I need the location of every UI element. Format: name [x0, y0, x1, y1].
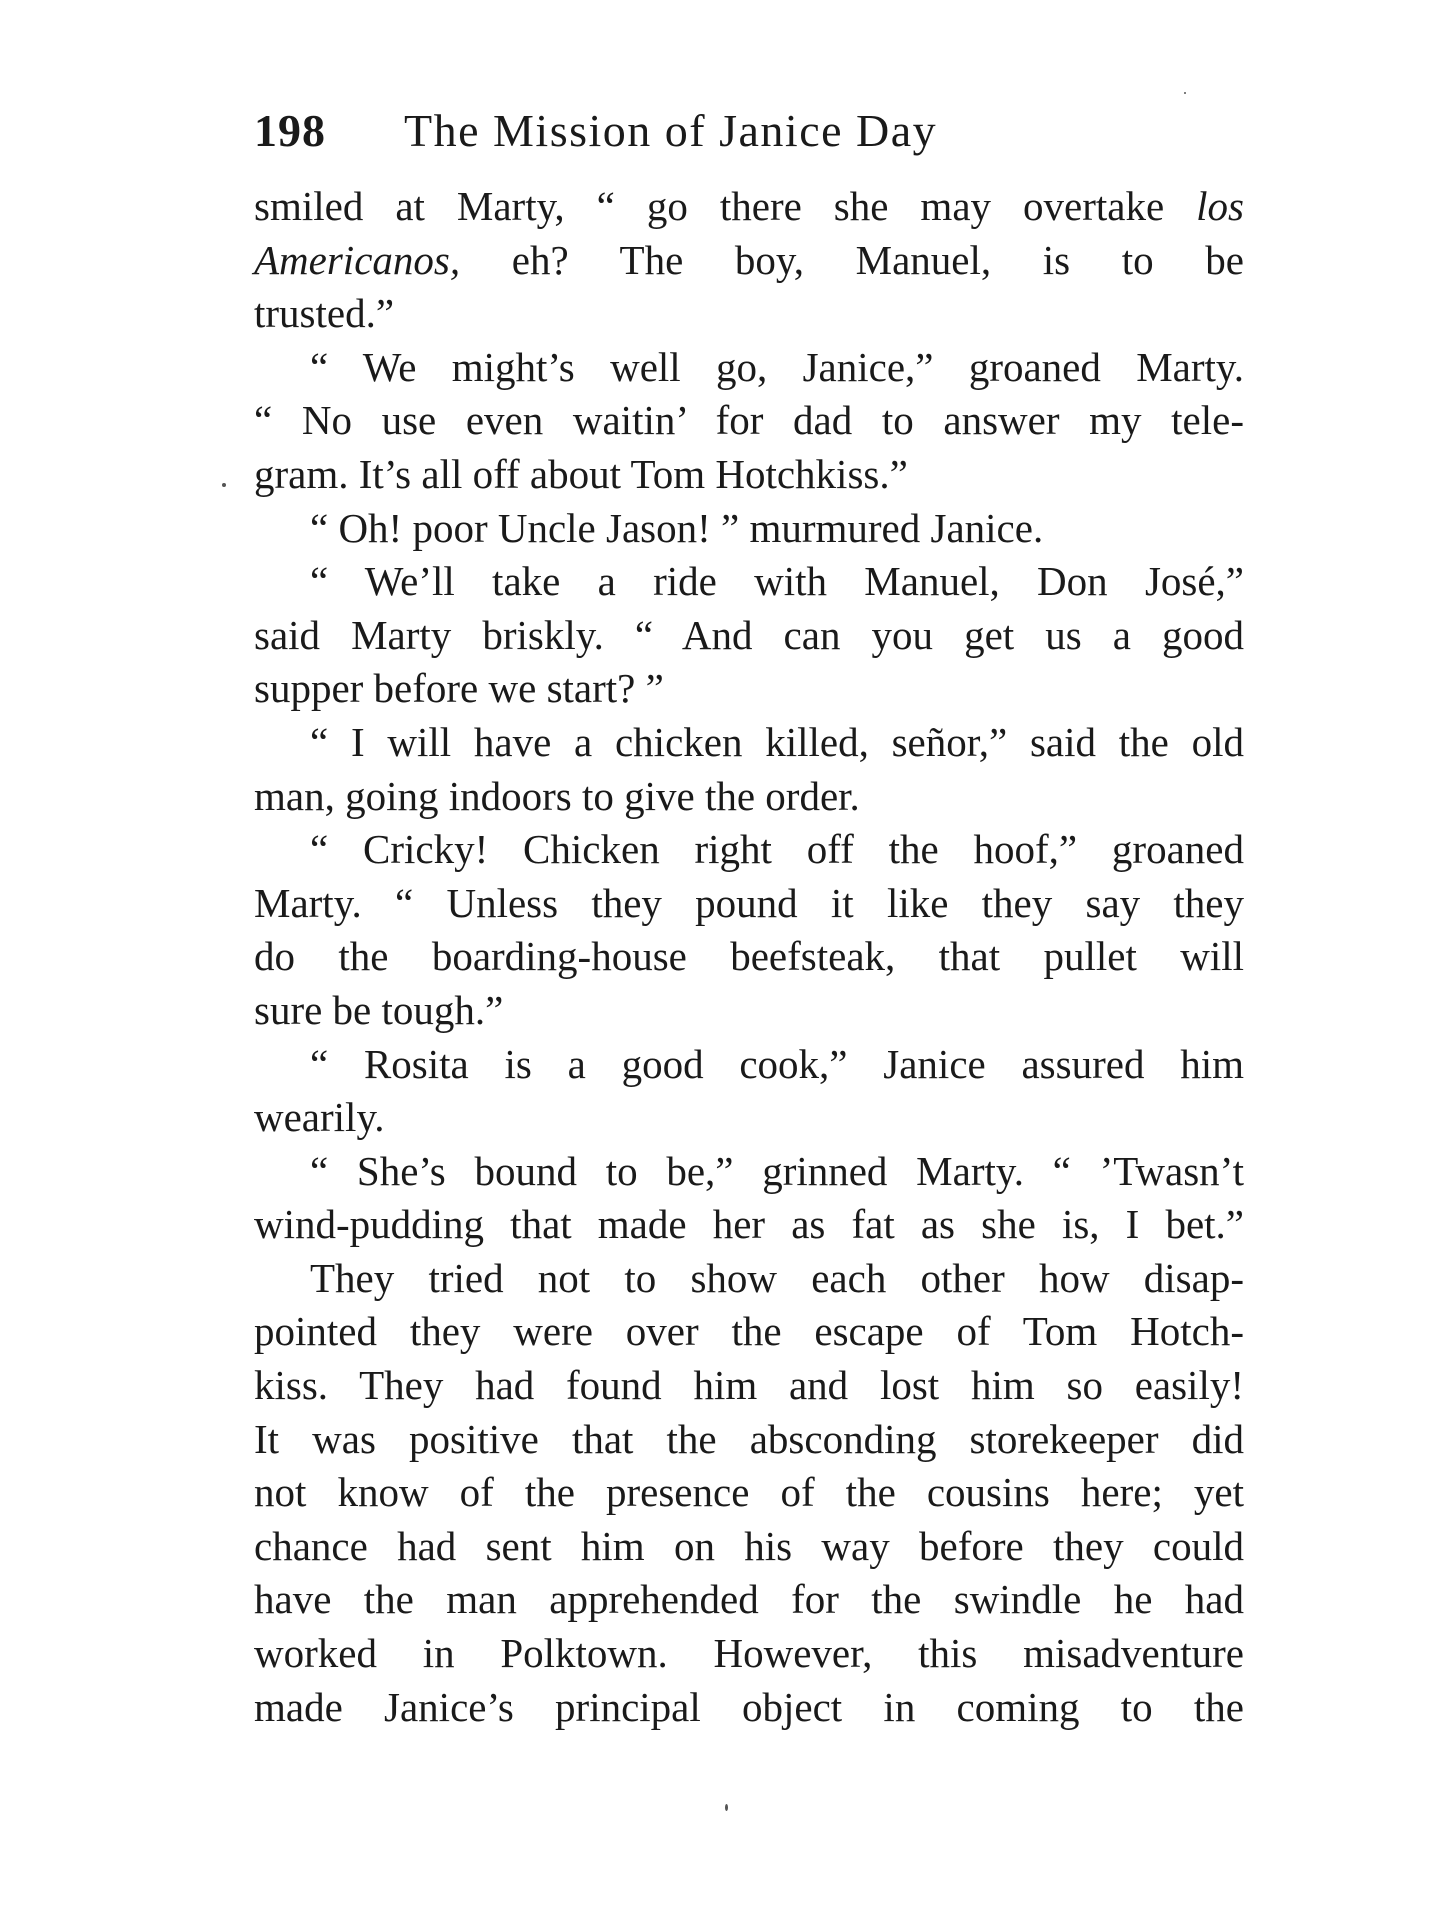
- speck: [1184, 92, 1186, 94]
- text-line-27: have the man apprehended for the swindle he had: [254, 1576, 1244, 1623]
- text-line-9: said Marty briskly. “ And can you get us a good: [254, 611, 1244, 658]
- text-line-19: “ She’s bound to be,” grinned Marty. “ ’Twasn’t: [310, 1147, 1244, 1194]
- text-line-17: “ Rosita is a good cook,” Janice assured him: [310, 1040, 1244, 1087]
- text-line-18: wearily.: [254, 1094, 385, 1141]
- text-line-3: trusted.”: [254, 290, 395, 337]
- text-line-24: It was positive that the absconding storekeeper did: [254, 1415, 1244, 1462]
- text-line-29: made Janice’s principal object in coming to the: [254, 1683, 1244, 1730]
- text-line-13: “ Cricky! Chicken right off the hoof,” groaned: [310, 826, 1244, 873]
- text-line-20: wind-pudding that made her as fat as she is, I bet.”: [254, 1201, 1244, 1248]
- text-line-1-roman: smiled at Marty, “ go there she may overtake: [254, 183, 1197, 229]
- text-line-2-roman: eh? The boy, Manuel, is to be: [460, 236, 1244, 283]
- text-line-1: [254, 180, 1244, 234]
- speck: [725, 1804, 728, 1811]
- text-line-25: not know of the presence of the cousins here; yet: [254, 1469, 1244, 1516]
- text-line-5: “ No use even waitin’ for dad to answer my tele-: [254, 397, 1244, 444]
- italic-americanos: Americanos,: [254, 236, 461, 283]
- text-line-21: They tried not to show each other how disap-: [310, 1254, 1244, 1301]
- text-line-15: do the boarding-house beefsteak, that pullet will: [254, 933, 1244, 980]
- text-line-4: “ We might’s well go, Janice,” groaned Marty.: [310, 343, 1244, 390]
- text-line-26: chance had sent him on his way before they could: [254, 1522, 1244, 1569]
- text-line-22: pointed they were over the escape of Tom Hotch-: [254, 1308, 1244, 1355]
- body-text: [254, 180, 1244, 1734]
- running-title: The Mission of Janice Day: [404, 105, 938, 156]
- text-line-14: Marty. “ Unless they pound it like they say they: [254, 879, 1244, 926]
- text-line-6: gram. It’s all off about Tom Hotchkiss.”: [254, 450, 908, 497]
- running-head: [254, 96, 1054, 166]
- text-line-7: “ Oh! poor Uncle Jason! ” murmured Janice.: [310, 504, 1044, 551]
- text-line-28: worked in Polktown. However, this misadventure: [254, 1630, 1244, 1677]
- text-line-11: “ I will have a chicken killed, señor,” said the old: [310, 718, 1244, 765]
- text-line-8: “ We’ll take a ride with Manuel, Don José,”: [310, 558, 1244, 605]
- italic-los: los: [1196, 183, 1244, 229]
- text-line-10: supper before we start? ”: [254, 665, 664, 712]
- text-line-16: sure be tough.”: [254, 986, 504, 1033]
- text-line-12: man, going indoors to give the order.: [254, 772, 860, 819]
- text-line-2: [254, 234, 1244, 288]
- text-line-23: kiss. They had found him and lost him so easily!: [254, 1362, 1244, 1409]
- speck: [222, 483, 226, 487]
- page-number: 198: [254, 105, 326, 156]
